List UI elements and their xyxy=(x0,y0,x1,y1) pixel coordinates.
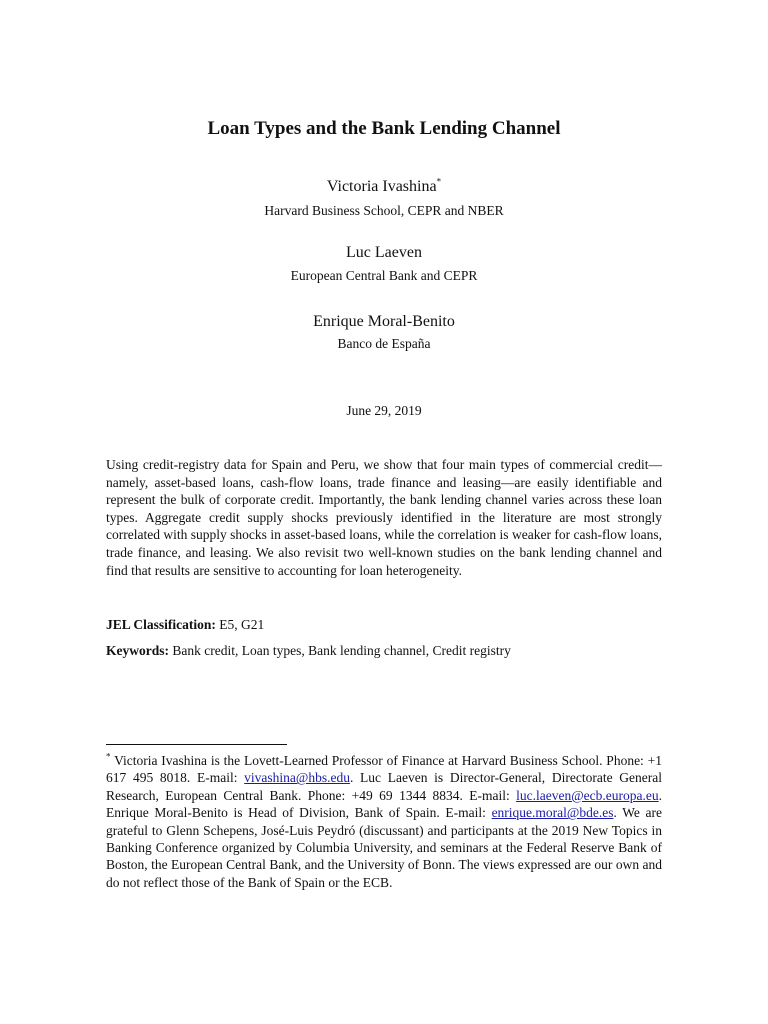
email-link-laeven[interactable]: luc.laeven@ecb.europa.eu xyxy=(516,787,659,803)
author-name-2: Luc Laeven xyxy=(346,244,422,261)
author-affiliation-3: Banco de España xyxy=(337,336,431,351)
footnote-mark: * xyxy=(106,751,111,762)
email-link-ivashina[interactable]: vivashina@hbs.edu xyxy=(244,770,350,786)
jel-label: JEL Classification: xyxy=(106,617,216,632)
footnote-mark: * xyxy=(436,176,442,187)
jel-value: E5, G21 xyxy=(215,617,265,632)
email-link-moral-benito[interactable]: enrique.moral@bde.es xyxy=(491,805,614,821)
keywords-label: Keywords: xyxy=(106,643,169,658)
author-name-3: Enrique Moral-Benito xyxy=(313,313,455,330)
paper-date: June 29, 2019 xyxy=(346,403,422,418)
footnote-rule xyxy=(106,744,287,745)
abstract: Using credit-registry data for Spain and Peru, we show that four main types of commercial credit—namely, asset-based loans, cash-flow loans, trade finance and leasing—are easily identifiable and represent the bulk of corporate credit. Importantly, the bank lending channel varies across these loan types. Aggregate credit supply shocks previously identified in the literature are most strongly correlated with supply shocks in asset-based loans, while the correlation is weaker for cash-flow loans, trade finance, and leasing. We also revisit two well-known studies on the bank lending channel and find that results are sensitive to accounting for loan heterogeneity. xyxy=(106,457,662,578)
author-affiliation-2: European Central Bank and CEPR xyxy=(290,268,478,283)
jel-classification xyxy=(106,617,666,633)
footnote: * Victoria Ivashina is the Lovett-Learned Professor of Finance at Harvard Business School. Phone: +1 617 495 8018. E-mail: vivashina@hbs.edu. Luc Laeven is Director-General, Directorate General Research, European Central Bank. Phone: +49 69 1344 8834. E-mail: luc.laeven@ecb.europa.eu. Enrique Moral-Benito is Head of Division, Bank of Spain. E-mail: enrique.moral@bde.es. We are grateful to Glenn Schepens, José-Luis Peydró (discussant) and participants at the 2019 New Topics in Banking Conference organized by Columbia University, and seminars at the Federal Reserve Bank of Boston, the European Central Bank, and the University of Bonn. The views expressed are our own and do not reflect those of the Bank of Spain or the ECB. xyxy=(106,751,662,890)
paper-title: Loan Types and the Bank Lending Channel xyxy=(207,118,561,139)
author-name-1: Victoria Ivashina* xyxy=(326,176,442,195)
keywords-value: Bank credit, Loan types, Bank lending channel, Credit registry xyxy=(169,643,511,658)
author-affiliation-1: Harvard Business School, CEPR and NBER xyxy=(264,203,504,218)
keywords xyxy=(106,643,666,659)
